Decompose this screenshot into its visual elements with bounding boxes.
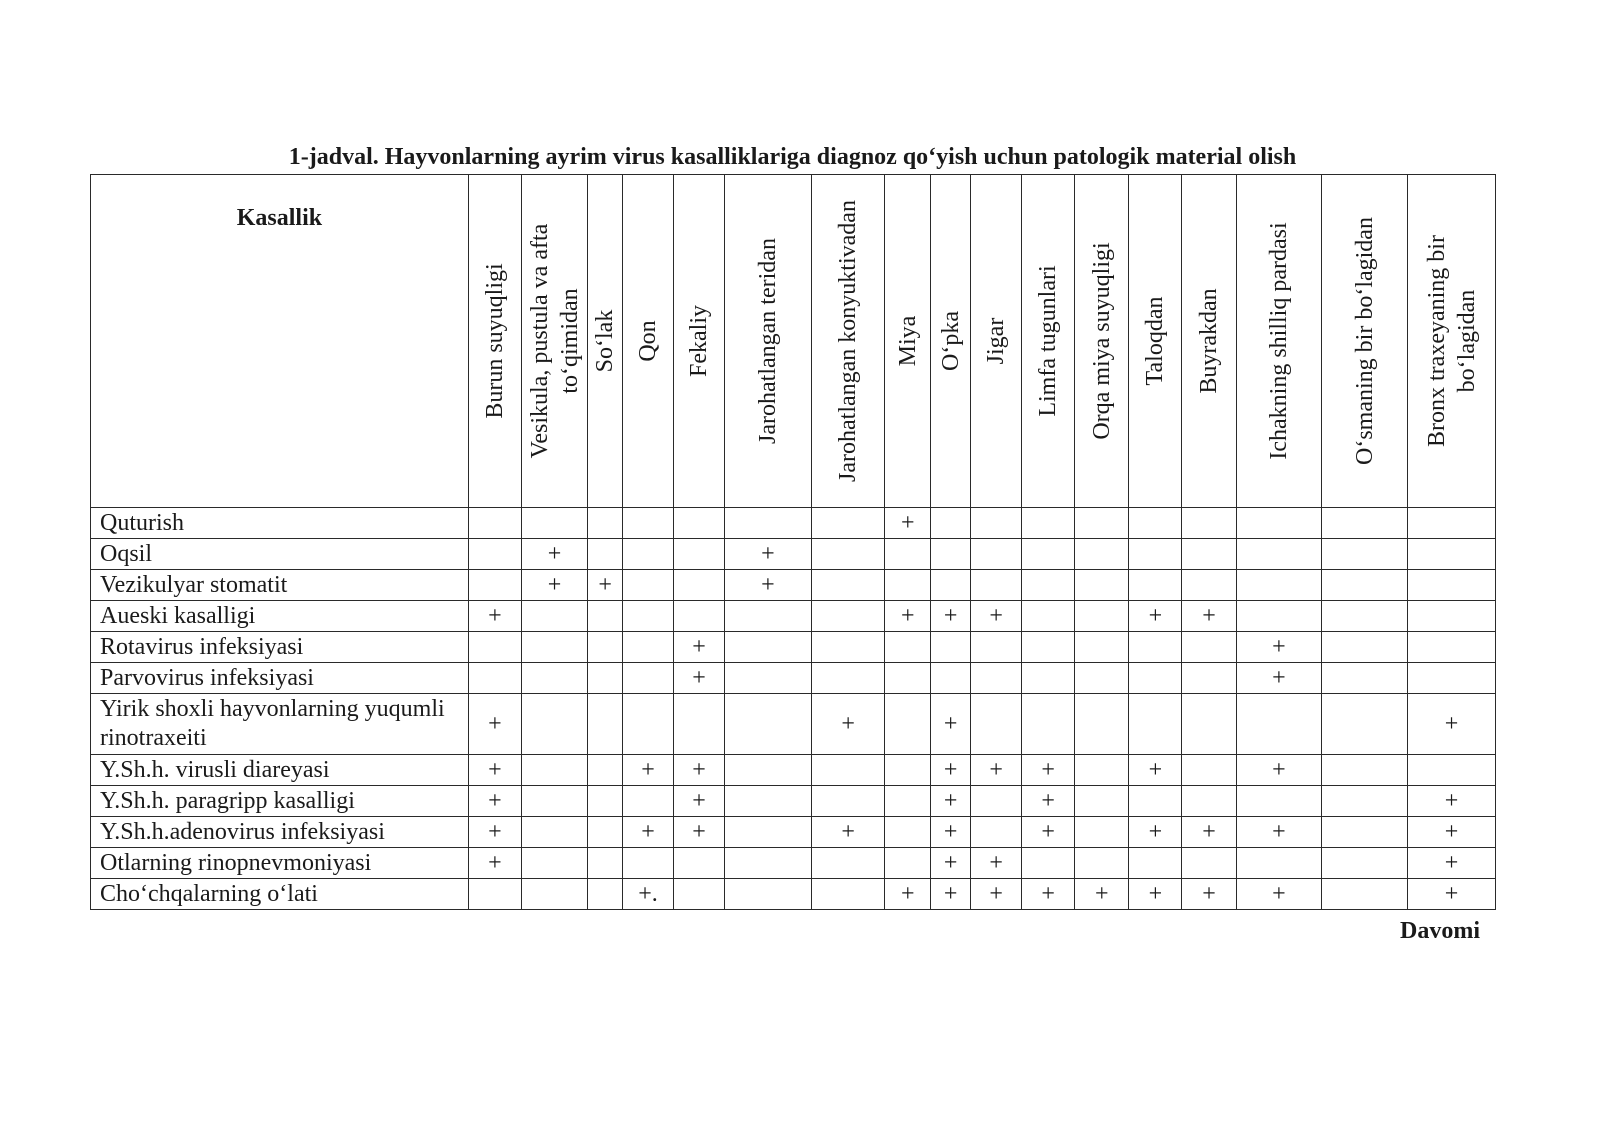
- mark-cell: +: [622, 817, 673, 848]
- empty-cell: [1182, 570, 1236, 601]
- empty-cell: [811, 663, 885, 694]
- disease-name: Cho‘chqalarning o‘lati: [91, 879, 469, 910]
- empty-cell: [1075, 539, 1129, 570]
- column-header-label: Limfa tugunlari: [1035, 265, 1062, 417]
- mark-cell: +: [674, 786, 725, 817]
- empty-cell: [588, 817, 623, 848]
- column-header: [1236, 175, 1322, 508]
- column-header-label: Jarohatlangan teridan: [754, 238, 781, 444]
- empty-cell: [725, 632, 812, 663]
- mark-cell: +: [725, 539, 812, 570]
- empty-cell: [1075, 786, 1129, 817]
- empty-cell: [885, 755, 931, 786]
- table-row: [91, 817, 1496, 848]
- empty-cell: [674, 539, 725, 570]
- column-header: [931, 175, 971, 508]
- empty-cell: [521, 508, 587, 539]
- empty-cell: [1182, 755, 1236, 786]
- mark-cell: +: [1182, 879, 1236, 910]
- empty-cell: [1236, 848, 1322, 879]
- empty-cell: [971, 786, 1022, 817]
- empty-cell: [1075, 601, 1129, 632]
- empty-cell: [521, 848, 587, 879]
- mark-cell: +: [674, 663, 725, 694]
- column-header-label: Oʻpka: [937, 311, 964, 371]
- empty-cell: [971, 663, 1022, 694]
- mark-cell: +: [1408, 694, 1496, 755]
- mark-cell: +: [588, 570, 623, 601]
- empty-cell: [1129, 539, 1182, 570]
- mark-cell: +.: [622, 879, 673, 910]
- empty-cell: [468, 570, 521, 601]
- disease-name: Quturish: [91, 508, 469, 539]
- table-row: [91, 786, 1496, 817]
- mark-cell: +: [1075, 879, 1129, 910]
- empty-cell: [622, 632, 673, 663]
- empty-cell: [1129, 694, 1182, 755]
- empty-cell: [1022, 632, 1075, 663]
- mark-cell: +: [1022, 879, 1075, 910]
- empty-cell: [1236, 694, 1322, 755]
- column-header-label: Miya: [894, 315, 921, 367]
- empty-cell: [1022, 570, 1075, 601]
- empty-cell: [468, 539, 521, 570]
- mark-cell: +: [468, 694, 521, 755]
- empty-cell: [588, 539, 623, 570]
- column-header-label: Jigar: [983, 317, 1010, 365]
- mark-cell: +: [674, 817, 725, 848]
- mark-cell: +: [931, 786, 971, 817]
- mark-cell: +: [885, 879, 931, 910]
- diagnosis-material-table: [90, 174, 1496, 910]
- disease-name: Vezikulyar stomatit: [91, 570, 469, 601]
- empty-cell: [674, 570, 725, 601]
- empty-cell: [622, 601, 673, 632]
- column-header-label: Burun suyuqligi: [481, 263, 508, 419]
- mark-cell: +: [468, 601, 521, 632]
- mark-cell: +: [1408, 786, 1496, 817]
- empty-cell: [1075, 663, 1129, 694]
- empty-cell: [622, 663, 673, 694]
- column-header: [725, 175, 812, 508]
- empty-cell: [1322, 786, 1408, 817]
- mark-cell: +: [468, 786, 521, 817]
- column-header: [971, 175, 1022, 508]
- empty-cell: [468, 663, 521, 694]
- empty-cell: [1182, 508, 1236, 539]
- empty-cell: [725, 817, 812, 848]
- empty-cell: [521, 879, 587, 910]
- empty-cell: [1022, 539, 1075, 570]
- mark-cell: +: [1236, 817, 1322, 848]
- empty-cell: [1075, 508, 1129, 539]
- empty-cell: [811, 848, 885, 879]
- disease-name: Yirik shoxli hayvonlarning yuqumli rinotraxeiti: [91, 694, 469, 755]
- empty-cell: [588, 694, 623, 755]
- empty-cell: [971, 632, 1022, 663]
- disease-name: Rotavirus infeksiyasi: [91, 632, 469, 663]
- empty-cell: [1182, 632, 1236, 663]
- disease-name: Parvovirus infeksiyasi: [91, 663, 469, 694]
- empty-cell: [622, 508, 673, 539]
- mark-cell: +: [1182, 817, 1236, 848]
- empty-cell: [931, 632, 971, 663]
- mark-cell: +: [468, 848, 521, 879]
- empty-cell: [885, 786, 931, 817]
- mark-cell: +: [931, 848, 971, 879]
- empty-cell: [1408, 663, 1496, 694]
- empty-cell: [521, 817, 587, 848]
- column-header: [468, 175, 521, 508]
- empty-cell: [811, 539, 885, 570]
- mark-cell: +: [885, 601, 931, 632]
- empty-cell: [1322, 848, 1408, 879]
- empty-cell: [931, 663, 971, 694]
- empty-cell: [622, 539, 673, 570]
- table-row: [91, 539, 1496, 570]
- mark-cell: +: [931, 694, 971, 755]
- disease-name: Y.Sh.h. virusli diareyasi: [91, 755, 469, 786]
- column-header-label: Jarohatlangan konyuktivadan: [835, 200, 862, 482]
- empty-cell: [1129, 786, 1182, 817]
- empty-cell: [971, 817, 1022, 848]
- mark-cell: +: [1129, 817, 1182, 848]
- mark-cell: +: [931, 601, 971, 632]
- empty-cell: [1408, 632, 1496, 663]
- column-header-label: Taloqdan: [1142, 296, 1169, 386]
- empty-cell: [674, 508, 725, 539]
- empty-cell: [622, 786, 673, 817]
- empty-cell: [622, 694, 673, 755]
- empty-cell: [622, 570, 673, 601]
- mark-cell: +: [1182, 601, 1236, 632]
- table-row: [91, 848, 1496, 879]
- mark-cell: +: [1408, 848, 1496, 879]
- empty-cell: [1075, 848, 1129, 879]
- disease-name: Y.Sh.h. paragripp kasalligi: [91, 786, 469, 817]
- empty-cell: [1075, 755, 1129, 786]
- empty-cell: [811, 879, 885, 910]
- empty-cell: [1075, 817, 1129, 848]
- empty-cell: [971, 570, 1022, 601]
- empty-cell: [588, 786, 623, 817]
- mark-cell: +: [1022, 755, 1075, 786]
- empty-cell: [931, 508, 971, 539]
- empty-cell: [588, 632, 623, 663]
- empty-cell: [674, 694, 725, 755]
- header-disease: Kasallik: [91, 175, 469, 508]
- mark-cell: +: [1408, 879, 1496, 910]
- table-row: [91, 663, 1496, 694]
- mark-cell: +: [674, 755, 725, 786]
- column-header: [811, 175, 885, 508]
- empty-cell: [588, 508, 623, 539]
- empty-cell: [1075, 632, 1129, 663]
- empty-cell: [885, 817, 931, 848]
- empty-cell: [1322, 601, 1408, 632]
- empty-cell: [521, 601, 587, 632]
- empty-cell: [588, 755, 623, 786]
- empty-cell: [1182, 663, 1236, 694]
- empty-cell: [725, 663, 812, 694]
- column-header-label: Fekaliy: [686, 305, 713, 377]
- mark-cell: +: [1236, 632, 1322, 663]
- empty-cell: [521, 663, 587, 694]
- disease-name: Y.Sh.h.adenovirus infeksiyasi: [91, 817, 469, 848]
- mark-cell: +: [1236, 755, 1322, 786]
- mark-cell: +: [931, 817, 971, 848]
- disease-name: Oqsil: [91, 539, 469, 570]
- column-header: [1408, 175, 1496, 508]
- empty-cell: [588, 879, 623, 910]
- empty-cell: [1022, 848, 1075, 879]
- mark-cell: +: [931, 755, 971, 786]
- mark-cell: +: [971, 601, 1022, 632]
- empty-cell: [1075, 694, 1129, 755]
- column-header-label: Soʻlak: [592, 309, 619, 373]
- empty-cell: [468, 508, 521, 539]
- column-header: [1129, 175, 1182, 508]
- empty-cell: [1322, 879, 1408, 910]
- mark-cell: +: [468, 755, 521, 786]
- empty-cell: [725, 879, 812, 910]
- empty-cell: [1322, 663, 1408, 694]
- table-row: [91, 632, 1496, 663]
- mark-cell: +: [1022, 786, 1075, 817]
- empty-cell: [1322, 539, 1408, 570]
- mark-cell: +: [971, 755, 1022, 786]
- table-row: [91, 879, 1496, 910]
- empty-cell: [931, 570, 971, 601]
- empty-cell: [588, 601, 623, 632]
- mark-cell: +: [971, 879, 1022, 910]
- column-header: [885, 175, 931, 508]
- empty-cell: [1322, 694, 1408, 755]
- empty-cell: [521, 786, 587, 817]
- mark-cell: +: [725, 570, 812, 601]
- disease-name: Otlarning rinopnevmoniyasi: [91, 848, 469, 879]
- mark-cell: +: [1236, 879, 1322, 910]
- empty-cell: [1182, 694, 1236, 755]
- empty-cell: [1129, 848, 1182, 879]
- column-header: [1022, 175, 1075, 508]
- mark-cell: +: [971, 848, 1022, 879]
- mark-cell: +: [521, 539, 587, 570]
- empty-cell: [1182, 539, 1236, 570]
- empty-cell: [468, 879, 521, 910]
- empty-cell: [725, 848, 812, 879]
- empty-cell: [1236, 508, 1322, 539]
- mark-cell: +: [1129, 601, 1182, 632]
- table-header-row: [91, 175, 1496, 508]
- empty-cell: [1408, 539, 1496, 570]
- empty-cell: [725, 601, 812, 632]
- empty-cell: [1182, 848, 1236, 879]
- column-header-label: O‘smaning bir bo‘lagidan: [1351, 217, 1378, 465]
- empty-cell: [1408, 601, 1496, 632]
- empty-cell: [521, 632, 587, 663]
- empty-cell: [1322, 508, 1408, 539]
- empty-cell: [1075, 570, 1129, 601]
- mark-cell: +: [1129, 755, 1182, 786]
- column-header-label: Buyrakdan: [1195, 288, 1222, 394]
- empty-cell: [1022, 663, 1075, 694]
- empty-cell: [885, 632, 931, 663]
- column-header-label: Qon: [634, 320, 661, 362]
- mark-cell: +: [1022, 817, 1075, 848]
- column-header-label: Ichakning shilliq pardasi: [1265, 222, 1292, 460]
- empty-cell: [885, 570, 931, 601]
- column-header-label: Orqa miya suyuqligi: [1088, 242, 1115, 440]
- empty-cell: [1129, 632, 1182, 663]
- column-header-label: Vesikula, pustula va afta toʻqimidan: [526, 223, 583, 459]
- empty-cell: [622, 848, 673, 879]
- empty-cell: [971, 508, 1022, 539]
- empty-cell: [1322, 632, 1408, 663]
- column-header: [1075, 175, 1129, 508]
- mark-cell: +: [811, 694, 885, 755]
- empty-cell: [931, 539, 971, 570]
- continuation-label: Davomi: [1400, 918, 1480, 944]
- mark-cell: +: [931, 879, 971, 910]
- column-header: [1182, 175, 1236, 508]
- empty-cell: [1129, 570, 1182, 601]
- empty-cell: [811, 508, 885, 539]
- empty-cell: [885, 848, 931, 879]
- empty-cell: [674, 601, 725, 632]
- column-header: [674, 175, 725, 508]
- empty-cell: [811, 601, 885, 632]
- mark-cell: +: [1236, 663, 1322, 694]
- empty-cell: [811, 570, 885, 601]
- column-header-label: Bronx traxeyaning bir bo‘lagidan: [1423, 235, 1480, 447]
- empty-cell: [811, 755, 885, 786]
- empty-cell: [885, 539, 931, 570]
- table-body: [91, 508, 1496, 910]
- table-caption: 1-jadval. Hayvonlarning ayrim virus kasalliklariga diagnoz qo‘yish uchun patologik material olish: [288, 144, 1297, 170]
- table-row: [91, 570, 1496, 601]
- mark-cell: +: [811, 817, 885, 848]
- empty-cell: [1408, 508, 1496, 539]
- table-row: [91, 694, 1496, 755]
- empty-cell: [1236, 539, 1322, 570]
- column-header: [1322, 175, 1408, 508]
- empty-cell: [1129, 663, 1182, 694]
- disease-name: Aueski kasalligi: [91, 601, 469, 632]
- empty-cell: [725, 786, 812, 817]
- empty-cell: [1022, 694, 1075, 755]
- table-row: [91, 755, 1496, 786]
- column-header: [622, 175, 673, 508]
- table-row: [91, 601, 1496, 632]
- empty-cell: [885, 694, 931, 755]
- mark-cell: +: [521, 570, 587, 601]
- empty-cell: [725, 694, 812, 755]
- empty-cell: [1236, 786, 1322, 817]
- empty-cell: [885, 663, 931, 694]
- mark-cell: +: [1129, 879, 1182, 910]
- empty-cell: [725, 755, 812, 786]
- empty-cell: [1322, 570, 1408, 601]
- empty-cell: [1408, 755, 1496, 786]
- mark-cell: +: [622, 755, 673, 786]
- empty-cell: [588, 663, 623, 694]
- mark-cell: +: [885, 508, 931, 539]
- empty-cell: [811, 786, 885, 817]
- empty-cell: [971, 694, 1022, 755]
- empty-cell: [674, 879, 725, 910]
- mark-cell: +: [468, 817, 521, 848]
- empty-cell: [1408, 570, 1496, 601]
- empty-cell: [1322, 755, 1408, 786]
- table-row: [91, 508, 1496, 539]
- empty-cell: [521, 694, 587, 755]
- empty-cell: [588, 848, 623, 879]
- empty-cell: [521, 755, 587, 786]
- empty-cell: [1022, 508, 1075, 539]
- empty-cell: [811, 632, 885, 663]
- empty-cell: [1129, 508, 1182, 539]
- empty-cell: [1322, 817, 1408, 848]
- empty-cell: [674, 848, 725, 879]
- mark-cell: +: [1408, 817, 1496, 848]
- empty-cell: [971, 539, 1022, 570]
- mark-cell: +: [674, 632, 725, 663]
- column-header: [521, 175, 587, 508]
- empty-cell: [725, 508, 812, 539]
- column-header: [588, 175, 623, 508]
- empty-cell: [1182, 786, 1236, 817]
- empty-cell: [1236, 601, 1322, 632]
- empty-cell: [468, 632, 521, 663]
- empty-cell: [1022, 601, 1075, 632]
- empty-cell: [1236, 570, 1322, 601]
